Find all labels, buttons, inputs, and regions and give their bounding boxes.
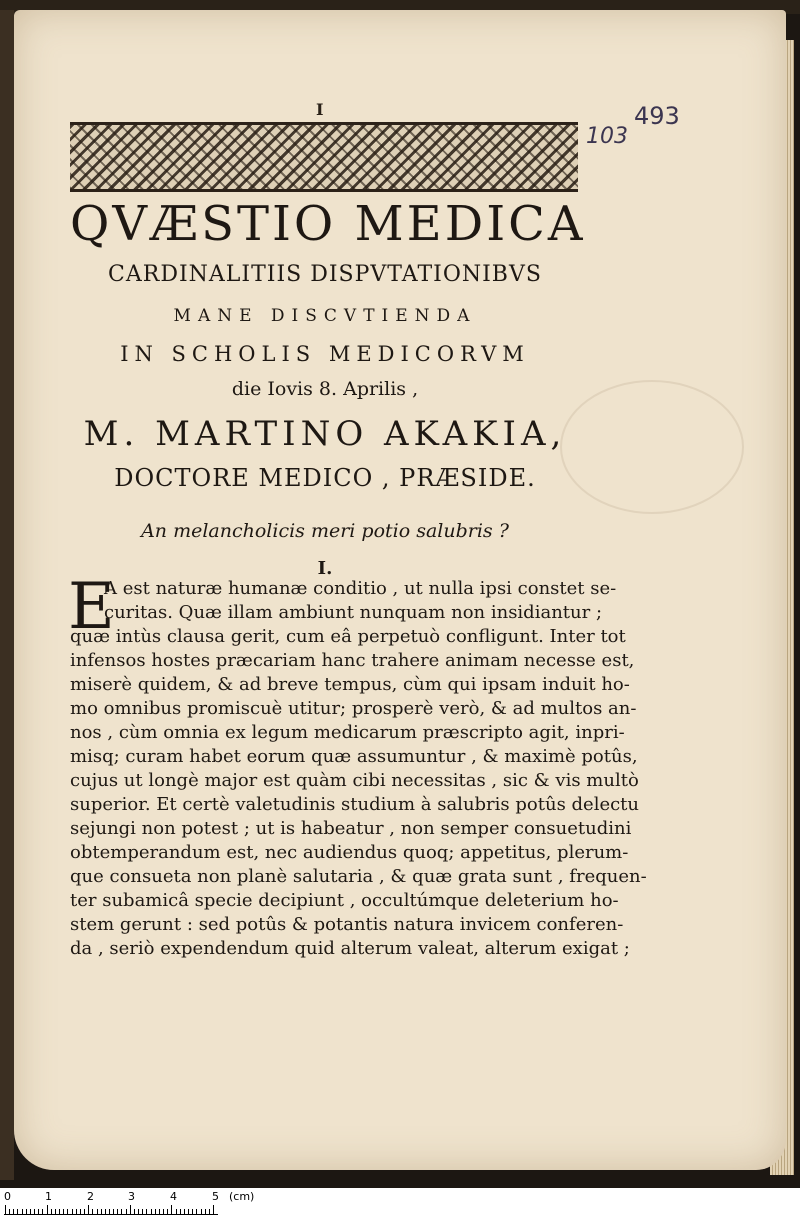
ruler-tick	[47, 1205, 48, 1214]
ruler-tick	[17, 1209, 18, 1214]
ruler-tick	[176, 1209, 177, 1214]
ruler-tick	[188, 1209, 189, 1214]
signature-mark: I	[316, 100, 324, 119]
subtitle-scholis: IN SCHOLIS MEDICORVM	[120, 342, 530, 366]
ruler-tick	[38, 1209, 39, 1214]
ruler-unit: (cm)	[229, 1190, 255, 1203]
text-line: obtemperandum est, nec audiendus quoq; appetitus, plerum-	[70, 842, 629, 863]
ruler-tick	[209, 1209, 210, 1214]
ruler-tick	[126, 1209, 127, 1214]
ruler-tick	[51, 1209, 52, 1214]
subtitle-disputations: CARDINALITIIS DISPVTATIONIBVS	[108, 262, 542, 287]
ruler-tick	[105, 1209, 106, 1214]
ruler-tick	[205, 1209, 206, 1214]
ruler-number: 0	[4, 1190, 11, 1203]
ruler-tick	[113, 1209, 114, 1214]
ruler-tick	[26, 1209, 27, 1214]
folio-stamp-number: 493	[634, 102, 680, 130]
ruler-tick	[97, 1209, 98, 1214]
ruler-tick	[130, 1205, 131, 1214]
ruler-tick	[117, 1209, 118, 1214]
ruler-tick	[109, 1209, 110, 1214]
ruler-number: 4	[170, 1190, 177, 1203]
text-line: ter subamicâ specie decipiunt , occultúmque deleterium ho-	[70, 890, 619, 911]
ruler-tick	[101, 1209, 102, 1214]
presider-name: M. MARTINO AKAKIA,	[83, 414, 567, 454]
ruler-tick	[67, 1209, 68, 1214]
ruler-tick	[30, 1209, 31, 1214]
ruler-tick	[72, 1209, 73, 1214]
book-spine	[0, 10, 14, 1180]
text-line: nos , cùm omnia ex legum medicarum præscripto agit, inpri-	[70, 722, 625, 743]
ruler-tick	[92, 1209, 93, 1214]
ruler-tick	[84, 1209, 85, 1214]
ruler-tick	[121, 1209, 122, 1214]
text-line: misq; curam habet eorum quæ assumuntur , & maximè potûs,	[70, 746, 638, 767]
ruler-number: 1	[45, 1190, 52, 1203]
ruler-tick	[192, 1209, 193, 1214]
text-line: curitas. Quæ illam ambiunt nunquam non insidiantur ;	[104, 602, 603, 623]
section-number: I.	[317, 558, 333, 579]
ruler-tick	[151, 1209, 152, 1214]
ruler-tick	[55, 1209, 56, 1214]
ruler-tick	[167, 1209, 168, 1214]
ruler-tick	[76, 1209, 77, 1214]
ruler-tick	[22, 1209, 23, 1214]
ruler-tick	[155, 1209, 156, 1214]
subtitle-mane: MANE DISCVTIENDA	[173, 306, 477, 326]
ruler-tick	[180, 1209, 181, 1214]
text-line: mo omnibus promiscuè utitur; prosperè verò, & ad multos an-	[70, 698, 637, 719]
text-line: sejungi non potest ; ut is habeatur , non semper consuetudini	[70, 818, 632, 839]
ruler-baseline	[4, 1214, 218, 1215]
ruler-tick	[9, 1209, 10, 1214]
ruler-tick	[146, 1209, 147, 1214]
page-title: QVÆSTIO MEDICA	[70, 196, 586, 252]
ruler-tick	[138, 1209, 139, 1214]
text-line: da , seriò expendendum quid alterum valeat, alterum exigat ;	[70, 938, 630, 959]
ruler-number: 3	[128, 1190, 135, 1203]
drop-capital: E	[68, 570, 115, 644]
ruler-tick	[201, 1209, 202, 1214]
ruler-tick	[159, 1209, 160, 1214]
ruler-tick	[59, 1209, 60, 1214]
ruler-tick	[171, 1205, 172, 1214]
ruler-tick	[42, 1209, 43, 1214]
ruler-tick	[142, 1209, 143, 1214]
ruler-tick	[163, 1209, 164, 1214]
scale-ruler	[0, 1188, 800, 1225]
text-line: infensos hostes præcariam hanc trahere animam necesse est,	[70, 650, 635, 671]
presider-role: DOCTORE MEDICO , PRÆSIDE.	[114, 464, 536, 492]
disputation-date: die Iovis 8. Aprilis ,	[231, 378, 419, 400]
ruler-tick	[63, 1209, 64, 1214]
ruler-tick	[213, 1205, 214, 1214]
ruler-tick	[134, 1209, 135, 1214]
text-line: miserè quidem, & ad breve tempus, cùm qui ipsam induit ho-	[70, 674, 630, 695]
text-line: que consueta non planè salutaria , & quæ grata sunt , frequen-	[70, 866, 647, 887]
ruler-tick	[184, 1209, 185, 1214]
text-line: quæ intùs clausa gerit, cum eâ perpetuò confligunt. Inter tot	[70, 626, 626, 647]
ruler-number: 5	[212, 1190, 219, 1203]
ruler-tick	[196, 1209, 197, 1214]
ruler-tick	[5, 1205, 6, 1214]
ruler-number: 2	[87, 1190, 94, 1203]
ruler-tick	[13, 1209, 14, 1214]
text-line: superior. Et certè valetudinis studium à salubris potûs delectu	[70, 794, 640, 815]
ruler-tick	[88, 1205, 89, 1214]
ruler-tick	[34, 1209, 35, 1214]
stamp-show-through	[560, 380, 744, 514]
text-line: cujus ut longè major est quàm cibi necessitas , sic & vis multò	[70, 770, 639, 791]
thesis-question: An melancholicis meri potio salubris ?	[141, 520, 509, 542]
ruler-tick	[80, 1209, 81, 1214]
text-line: stem gerunt : sed potûs & potantis natura invicem conferen-	[70, 914, 624, 935]
text-line: A est naturæ humanæ conditio , ut nulla ipsi constet se-	[104, 578, 617, 599]
headpiece-ornament	[70, 122, 578, 192]
folio-handwritten-number: 103	[586, 124, 628, 149]
